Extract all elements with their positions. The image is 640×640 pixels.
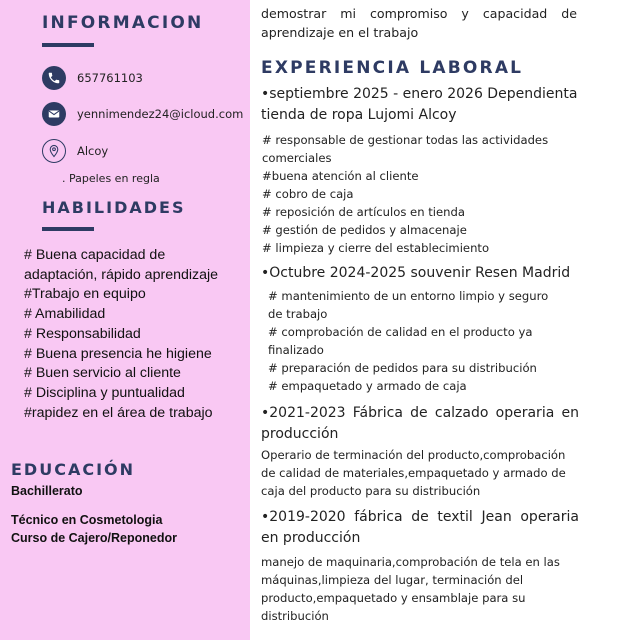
educacion-heading: EDUCACIÓN [11,460,136,479]
job-description: manejo de maquinaria,comprobación de tela en las máquinas,limpieza del lugar, terminación del producto,empaquetado y ensamblaje para su distribución [261,555,560,623]
job-title: •septiembre 2025 - enero 2026 Dependienta tienda de ropa Lujomi Alcoy [261,86,578,123]
habilidades-heading: HABILIDADES [42,198,186,217]
skill-line: # Disciplina y puntualidad [24,384,185,401]
duty-line: # mantenimiento de un entorno limpio y seguro [268,289,549,303]
duty-line: # empaquetado y armado de caja [268,379,467,393]
education-item: Bachillerato [11,484,83,498]
sidebar [0,0,250,640]
duty-line: comerciales [262,151,332,165]
location-pin-icon [42,139,66,163]
email-address: yennimendez24@icloud.com [77,107,244,121]
skill-line: #rapidez en el área de trabajo [24,404,213,421]
skill-line: adaptación, rápido aprendizaje [24,266,219,283]
education-item: Técnico en Cosmetologia [11,513,163,527]
duty-line: finalizado [268,343,324,357]
email-icon [42,102,66,126]
job-title: •Octubre 2024-2025 souvenir Resen Madrid [261,265,571,281]
job-duties [268,287,586,395]
habilidades-underline [42,227,94,231]
experiencia-heading: EXPERIENCIA LABORAL [261,58,524,78]
phone-number: 657761103 [77,71,143,85]
papeles-en-regla: . Papeles en regla [62,172,160,185]
duty-line: # comprobación de calidad en el producto ya [268,325,533,339]
location-text: Alcoy [77,144,109,158]
duty-line: # responsable de gestionar todas las actividades [262,133,549,147]
skill-line: # Amabilidad [24,306,106,323]
duty-line: #buena atención al cliente [262,169,419,183]
contact-phone [42,66,143,90]
skill-line: # Responsabilidad [24,325,141,342]
job-title: •2019-2020 fábrica de textil Jean operaria en producción [261,509,579,546]
duty-line: # cobro de caja [262,187,354,201]
duty-line: # reposición de artículos en tienda [262,205,465,219]
skills-list [24,246,246,423]
duty-line: # preparación de pedidos para su distribución [268,361,537,375]
skill-line: #Trabajo en equipo [24,286,146,303]
duty-line: # limpieza y cierre del establecimiento [262,241,490,255]
skill-line: # Buena capacidad de [24,247,166,263]
education-item: Curso de Cajero/Reponedor [11,531,177,545]
job-description: Operario de terminación del producto,comprobación de calidad de materiales,empaquetado y armado de caja del producto para su distribución [261,448,566,498]
intro-text: demostrar mi compromiso y capacidad de aprendizaje en el trabajo [261,6,577,40]
informacion-underline [42,43,94,47]
skill-line: # Buena presencia he higiene [24,345,212,362]
job-title: •2021-2023 Fábrica de calzado operaria en producción [261,405,579,442]
phone-icon [42,66,66,90]
contact-location [42,139,108,163]
contact-email [42,102,243,126]
job-duties [262,131,580,257]
informacion-heading: INFORMACION [42,13,204,33]
skill-line: # Buen servicio al cliente [24,365,181,382]
duty-line: # gestión de pedidos y almacenaje [262,223,467,237]
duty-line: de trabajo [268,307,328,321]
